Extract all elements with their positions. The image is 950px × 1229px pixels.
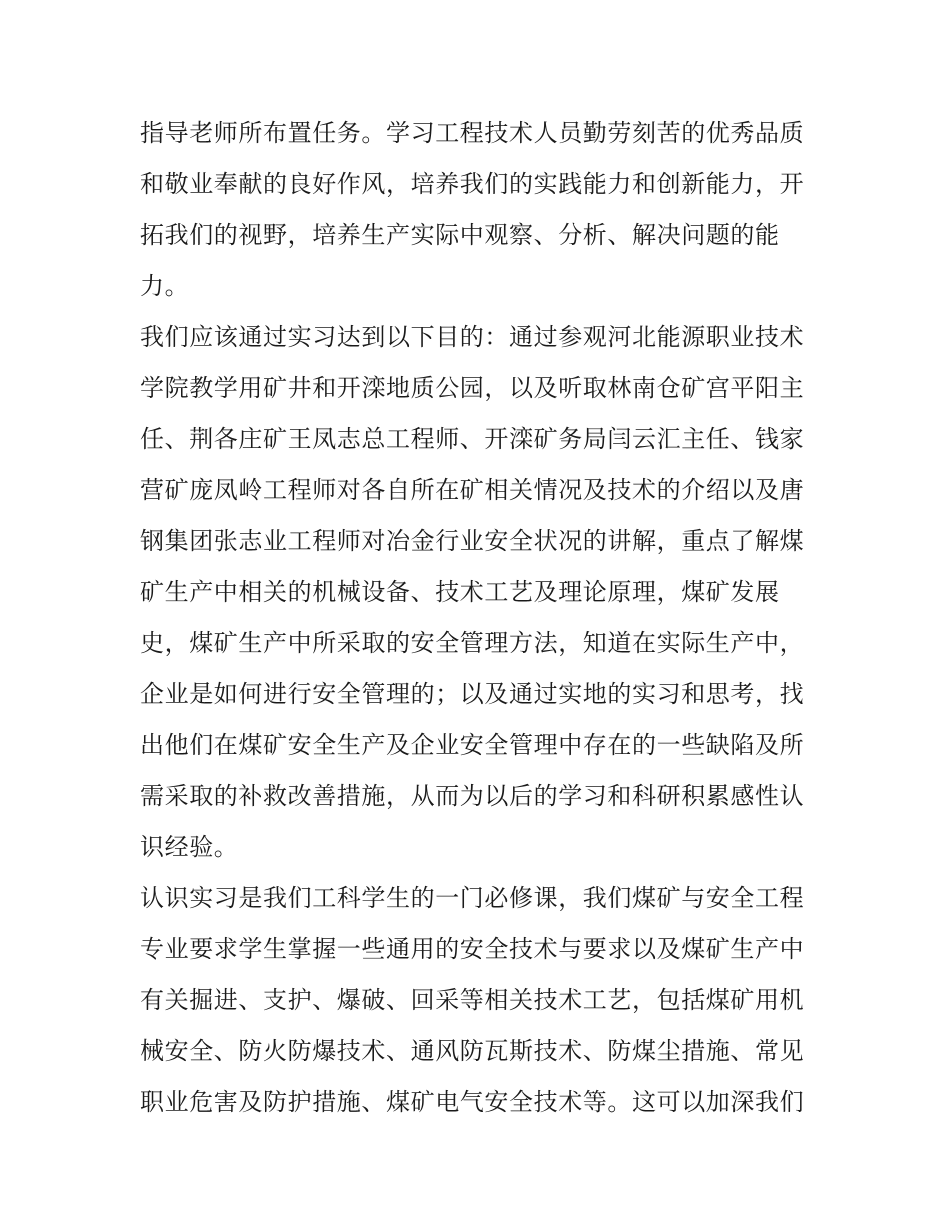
text-line: 需采取的补救改善措施，从而为以后的学习和科研积累感性认 [140,782,805,810]
text-line: 史，煤矿生产中所采取的安全管理方法，知道在实际生产中， [140,629,805,657]
text-line: 指导老师所布置任务。学习工程技术人员勤劳刻苦的优秀品质 [140,119,805,147]
text-line: 营矿庞凤岭工程师对各自所在矿相关情况及技术的介绍以及唐 [140,476,805,504]
text-line: 企业是如何进行安全管理的；以及通过实地的实习和思考，找 [140,680,805,708]
text-line: 力。 [140,272,190,300]
text-line: 专业要求学生掌握一些通用的安全技术与要求以及煤矿生产中 [140,935,805,963]
text-line: 和敬业奉献的良好作风，培养我们的实践能力和创新能力，开 [140,170,805,198]
text-line: 任、荆各庄矿王凤志总工程师、开滦矿务局闫云汇主任、钱家 [140,425,805,453]
text-line: 识经验。 [140,833,239,861]
text-line: 钢集团张志业工程师对冶金行业安全状况的讲解，重点了解煤 [140,527,805,555]
text-line: 我们应该通过实习达到以下目的：通过参观河北能源职业技术 [140,323,805,351]
text-line: 拓我们的视野，培养生产实际中观察、分析、解决问题的能 [140,221,780,249]
body-text [140,108,820,1128]
text-line: 有关掘进、支护、爆破、回采等相关技术工艺，包括煤矿用机 [140,986,805,1014]
text-line: 学院教学用矿井和开滦地质公园，以及听取林南仓矿宫平阳主 [140,374,805,402]
text-line: 出他们在煤矿安全生产及企业安全管理中存在的一些缺陷及所 [140,731,805,759]
text-line: 矿生产中相关的机械设备、技术工艺及理论原理，煤矿发展 [140,578,780,606]
text-line: 认识实习是我们工科学生的一门必修课，我们煤矿与安全工程 [140,884,805,912]
text-line: 械安全、防火防爆技术、通风防瓦斯技术、防煤尘措施、常见 [140,1037,805,1065]
text-line: 职业危害及防护措施、煤矿电气安全技术等。这可以加深我们 [140,1088,805,1116]
